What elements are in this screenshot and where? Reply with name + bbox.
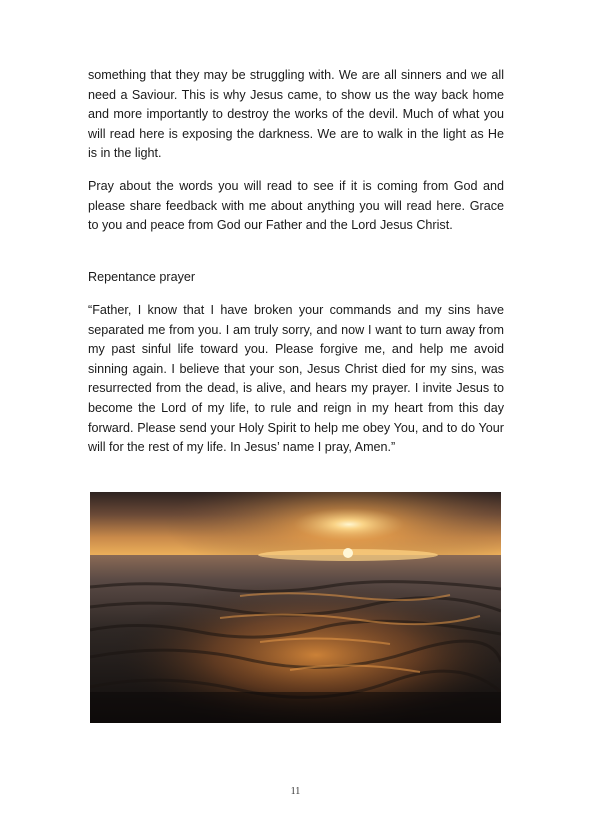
prayer-paragraph: “Father, I know that I have broken your commands and my sins have separated me from you. I am truly sorry, and now I want to turn away from my past sinful life toward you. Please forgive me, and help me avoid sinning again. I believe that your son, Jesus Christ died for my sins, was resurrected from the dead, is alive, and hears my prayer. I invite Jesus to become the Lord of my life, to rule and reign in my heart from this day forward. Please send your Holy Spirit to help me obey You, and to do Your will for the rest of my life. In Jesus’ name I pray, Amen.” [88,303,504,455]
section-heading: Repentance prayer [88,270,196,284]
sunset-sea-photo [90,492,501,723]
body-paragraph-2: Pray about the words you will read to see if it is coming from God and please share feedback with me about anything you will read here. Grace to you and peace from God our Father and the Lord Jesus Christ. [88,179,504,233]
page-number: 11 [290,786,301,797]
body-paragraph-1: something that they may be struggling with. We are all sinners and we all need a Saviour. This is why Jesus came, to show us the way back home and more importantly to destroy the works of the devil. Much of what you will read here is exposing the darkness. We are to walk in the light as He is in the light. [88,68,504,161]
